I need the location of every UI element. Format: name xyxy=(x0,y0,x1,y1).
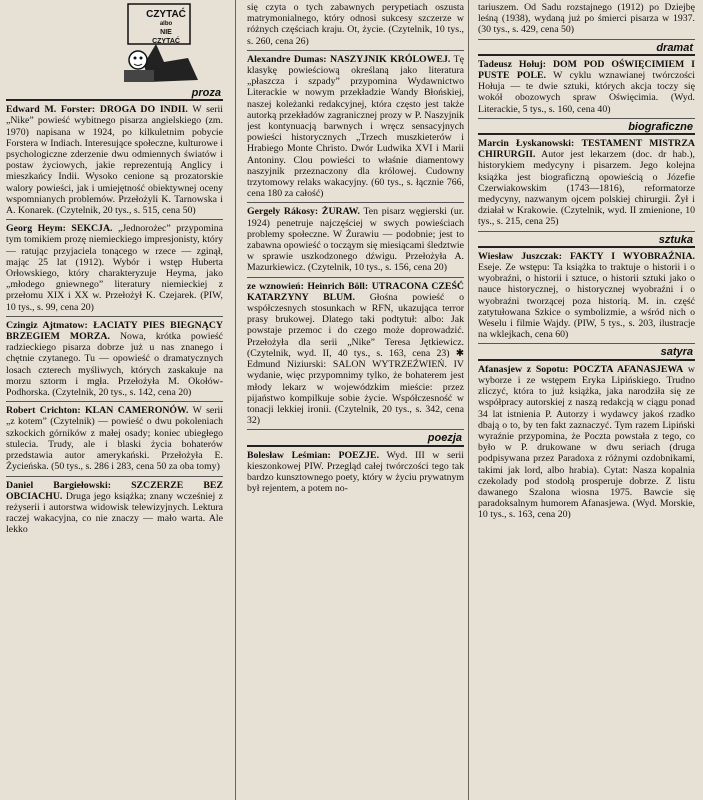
review-title: SEKCJA. xyxy=(71,223,113,235)
review-body: Ten pisarz węgierski (ur. 1924) penetruje najczęściej w swych powieściach problemy społeczne. W Żurawiu — podobnie; jest to zabawna opowieść o tocząym się miesiącami śledztwie w sprawie uszkodzonego dźwigu. Przełożyła A. Mazurkiewicz. (Czytelnik, 10 tys., s. 156, cena 20) xyxy=(247,206,464,274)
section-poezja: poezja xyxy=(247,433,464,446)
review-title: DROGA DO INDII. xyxy=(99,104,188,116)
review-author: Wiesław Juszczak: xyxy=(478,250,563,262)
review-title: FAKTY I WYOBRAŹNIA. xyxy=(570,250,695,262)
review-author: Tadeusz Hołuj: xyxy=(478,58,547,70)
column-3 xyxy=(478,2,695,798)
review-author: Edward M. Forster: xyxy=(6,104,96,116)
review-title: DOM POD OŚWIĘCIMIEM I PUSTE POLE. xyxy=(478,58,695,82)
review-author: ze wznowień: Heinrich Böll: xyxy=(247,280,369,292)
column-2 xyxy=(247,2,464,798)
review-body: Tę klasykę powieściową określaną jako literatura „płaszcza i szpady” przypomina Wydawnictwo Literackie w nowym przekładzie Wandy Błońskiej, naszej koleżanki redakcyjnej, która często jest także autorką przekładów zagranicznej prozy w P. Naszyjnik jest kontynuacją barwnych i wręcz sensacyjnych powieści historycznych „Trzech muszkieterów i Hrabiego Monte Christo. Dwór Ludwika XVI i Marii Antoniny. Clou powieści to właśnie diamentowy naszyjnik przeznaczony dla królowej. Cudowny trzytomowy relaks wakacyjny. (60 tys., s. łącznie 766, cena 180 za całość) xyxy=(247,53,464,200)
review-entry xyxy=(6,405,223,476)
review-entry xyxy=(6,223,223,317)
review-title: POEZJE. xyxy=(338,449,380,461)
column-1 xyxy=(6,2,223,798)
review-title: NASZYJNIK KRÓLOWEJ. xyxy=(330,53,451,65)
review-title: ŁACIATY PIES BIEGNĄCY BRZEGIEM MORZA. xyxy=(6,319,223,343)
column-rule xyxy=(468,0,469,800)
review-body: Wyd. III w serii kieszonkowej PIW. Przegląd całej twórczości tego tak bardzo kunsztownego poety, który w życiu prywatnym był rejentem, a potem no- xyxy=(247,449,464,495)
review-body: „Jednorożec” przypomina tym tomikiem prozę niemieckiego impresjonisty, który — ratując przyjaciela tonącego w rzece — zginął, mając 25 lat (1912). Wybór i wstęp Huberta Orłowskiego, który charakteryzuje Heyma, jako „młodego gniewnego” literatury niemieckiej z przełomu XIX i XX w. Przełożył K. Czejarek. (PIW, 10 tys., s. 99, cena 20) xyxy=(6,223,223,313)
logo-line-2: albo xyxy=(159,21,173,27)
review-body: Druga jego książka; znany wcześniej z reżyserii i autorstwa widowisk telewizyjnych. Lektura raczej wakacyjna, co nie znaczy — mało warta. Ale lekko xyxy=(6,490,223,536)
review-body: W serii „Nike” powieść wybitnego pisarza angielskiego (zm. 1970) napisana w 1924, po kilkuletnim pobycie Forstera w Indiach. Interesujące społeczne, kulturowe i psychologiczne zderzenie dwu odmiennych światów i postaw życiowych, jakie reprezentują Anglicy i mieszkańcy Indii. Wysoko cenione są prozatorskie walory powieści, jak i umiejętność obiektywnej oceny wspomnianych problemów. Przełożyli K. Tarnowska i A. Konarek. (Czytelnik, 20 tys., s. 515, cena 50) xyxy=(6,104,223,217)
review-entry xyxy=(478,251,695,345)
review-body: w wyborze i ze wstępem Eryka Lipińskiego. Trudno zliczyć, która to już książka, jaka narodziła się ze współpracy autorskiej z naszą redakcją w ciągu ponad 34 lat istnienia P. Autorzy i wydawcy jakoś rzadko dbają o to, by ten fakt zaznaczyć. Tym razem Lipiński wyraźnie przypomina, że Poczta powstała z tego, co było w P. drukowane w dwu seriach (druga podpisywana przez Paradoxa z różnymi ozdobnikami, takimi jak lord, albo hrabia). Cytat: Nasza kopalnia czekolady pod stodołą prosperuje dobrze. Z listu dawanego Szalona wiosna 1975. Bawcie się paradoksalnym humorem Afanasjewa. (Wyd. Morskie, 10 tys., s. 163, cena 20) xyxy=(478,363,695,521)
review-entry xyxy=(247,54,464,204)
review-body: się czyta o tych zabawnych perypetiach oszusta matrymonialnego, który odnosi sukcesy szczerze w różnych częściach kraju. Ot, życie. (Czytelnik, 10 tys., s. 260, cena 26) xyxy=(247,2,464,47)
review-body: Autor jest lekarzem (doc. dr hab.), historykiem medycyny i pisarzem. Jego kolejna książka jest biograficzną opowieścią o Józefie Czerwiakowskim (1743—1816), reformatorze medycyny, nazwanym ojcem polskiej chirurgii. Żył i działał w Krakowie. (Czytelnik, wyd. II zmienione, 10 tys., s. 215, cena 25) xyxy=(478,149,695,228)
review-author: Georg Heym: xyxy=(6,223,66,235)
review-title: KLAN CAMERONÓW. xyxy=(85,405,189,417)
review-author: Czingiz Ajtmatow: xyxy=(6,319,88,331)
review-entry xyxy=(6,320,223,402)
review-entry xyxy=(247,450,464,498)
review-entry xyxy=(478,2,695,40)
czytac-logo xyxy=(118,2,214,86)
review-title: ŻURAW. xyxy=(321,206,360,218)
review-entry xyxy=(247,206,464,277)
review-entry xyxy=(478,138,695,232)
section-sztuka: sztuka xyxy=(478,235,695,248)
review-author: Afanasjew z Sopotu: xyxy=(478,363,569,375)
review-entry xyxy=(6,480,223,539)
review-body: Głośna powieść o współczesnych stosunkach w RFN, ukazująca terror prasy brukowej. Dlatego taki podtytuł: albo: Jak powstaje przemoc i do czego może doprowadzić. Przełożyła dla serii „Nike” Teresa Jętkiewicz. (Czytelnik, wyd. II, 40 tys., s. 163, cena 23) ✱ Edmund Niziurski: SALON WYTRZEŹWIEŃ. IV wydanie, więc przypomnimy tylko, że bohaterem jest młody lekarz w wojewódzkim mieście: przez pijaństwo kompilkuje sobie życie. Współczesność w tonacji lekkiej ironii. (Czytelnik, 20 tys., s. 342, cena 32) xyxy=(247,291,464,427)
review-title: POCZTA AFANASJEWA xyxy=(573,363,684,375)
logo-line-1: CZYTAĆ xyxy=(146,9,186,20)
review-body: Eseje. Ze wstępu: Ta książka to traktuje o historii i o wyobraźni, o historii i sztuce, o historii sztuki jako o nauce historycznej, o historycznej wyobraźni i o wyobraźni tworzącej poza historią. M. in. część zatytułowana Szkice o symbolizmie, a wśród nich o Weselu i filmie Wajdy. (PIW, 5 tys., s. 203, ilustracje na wklejkach, cena 60) xyxy=(478,262,695,341)
review-author: Alexandre Dumas: xyxy=(247,53,327,65)
review-entry xyxy=(247,281,464,431)
review-author: Bolesław Leśmian: xyxy=(247,449,331,461)
column-rule xyxy=(235,0,236,800)
review-body: W serii „z kotem” (Czytelnik) — powieść o dwu pokoleniach szkockich górników z małej osady; koniec ubiegłego stulecia. Trudy, ale i blaski życia bohaterów przedstawia autor amerykański. Przełożyła E. Życieńska. (50 tys., s. 286 i 283, cena 50 za oba tomy) xyxy=(6,405,223,473)
section-dramat: dramat xyxy=(478,43,695,56)
review-entry xyxy=(478,364,695,524)
review-title: UTRACONA CZEŚĆ KATARZYNY BLUM. xyxy=(247,280,464,303)
section-satyra: satyra xyxy=(478,347,695,360)
review-title: TESTAMENT MISTRZA CHIRURGII. xyxy=(478,138,695,161)
review-author: Gergely Rákosy: xyxy=(247,206,319,218)
section-proza: proza xyxy=(6,88,223,101)
logo-line-3: NIE CZYTAĆ xyxy=(152,29,180,45)
review-entry xyxy=(478,59,695,119)
review-body: tariuszem. Od Sadu rozstajnego (1912) po Dziejbę leśną (1938), wydaną już po śmierci pisarza w 1937. (30 tys., s. 429, cena 50) xyxy=(478,2,695,36)
review-author: Daniel Bargiełowski: xyxy=(6,479,111,491)
review-body: Nowa, krótka powieść radzieckiego pisarza dobrze już u nas znanego i chętnie czytanego. Tu — opowieść o dramatycznych losach czterech myśliwych, których zaskakuje na morzu sztorm i mgła. Przełożyła M. Okołów-Podhorska. (Czytelnik, 20 tys., s. 142, cena 20) xyxy=(6,331,223,399)
review-author: Marcin Łyskanowski: xyxy=(478,138,575,150)
section-biograficzne: biograficzne xyxy=(478,122,695,135)
review-title: SZCZERZE BEZ OBCIACHU. xyxy=(6,479,223,502)
review-author: Robert Crichton: xyxy=(6,405,81,417)
review-entry xyxy=(247,2,464,51)
review-body: W cyklu wznawianej twórczości Hołuja — te dwie sztuki, których akcja toczy się wokół obozowych spraw Oświęcimia. (Wyd. Literackie, 5 tys., s. 160, cena 40) xyxy=(478,70,695,115)
review-entry xyxy=(6,104,223,220)
